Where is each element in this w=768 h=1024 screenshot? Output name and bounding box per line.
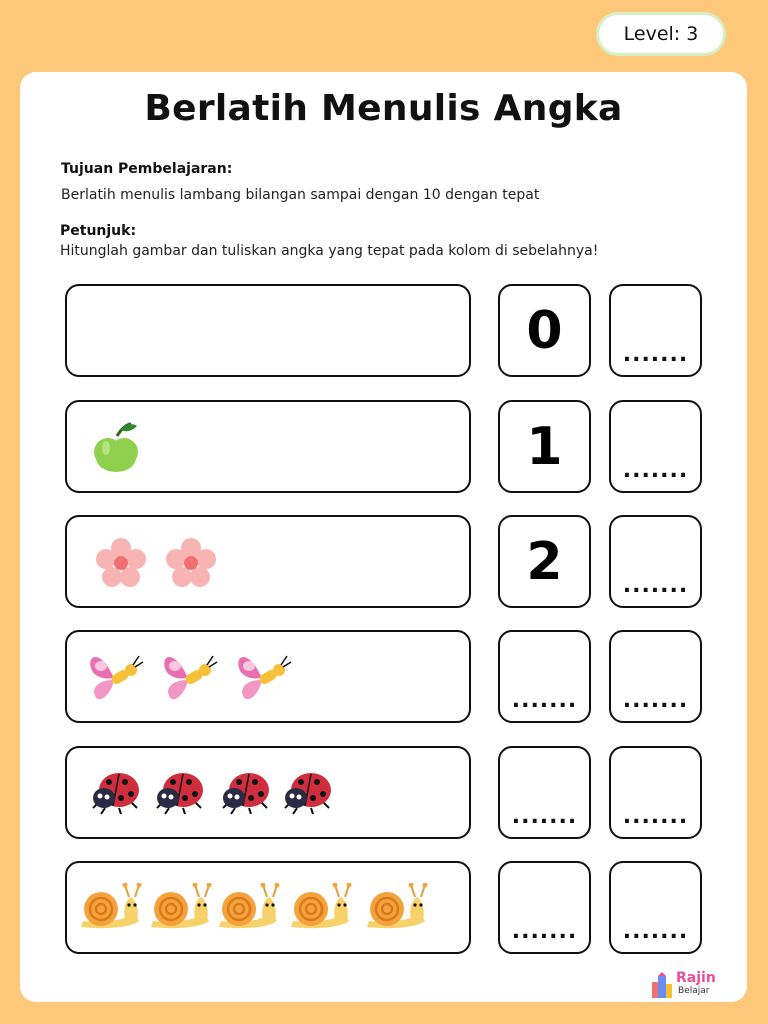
answer-blank: ....... [622,458,689,483]
flower-icon [95,537,147,589]
number-box-row-4[interactable] [498,630,591,723]
logo-subtitle: Belajar [678,986,710,996]
answer-box-row-1[interactable] [609,284,702,377]
picture-box-row-1 [65,284,471,377]
ladybug-icon [221,768,271,816]
ladybug-icon [283,768,333,816]
number-box-row-3 [498,515,591,608]
answer-box-row-2[interactable] [609,400,702,493]
butterfly-icon [235,650,293,706]
answer-box-row-5[interactable] [609,746,702,839]
picture-box-row-2 [65,400,471,493]
brand-logo [650,970,730,1000]
number-blank: ....... [511,688,578,713]
answer-blank: ....... [622,919,689,944]
answer-blank: ....... [622,342,689,367]
number-box-row-1 [498,284,591,377]
level-label: Level: 3 [623,23,699,45]
snail-icon [289,883,353,933]
butterfly-icon [161,650,219,706]
butterfly-icon [87,650,145,706]
answer-box-row-4[interactable] [609,630,702,723]
answer-blank: ....... [622,688,689,713]
flower-icon [165,537,217,589]
snail-icon [79,883,143,933]
answer-box-row-3[interactable] [609,515,702,608]
apple-icon [93,420,141,474]
number-box-row-5[interactable] [498,746,591,839]
number-blank: ....... [511,804,578,829]
number-digit: 1 [526,416,563,477]
number-digit: 0 [526,300,563,361]
objective-text: Berlatih menulis lambang bilangan sampai dengan 10 dengan tepat [61,187,540,203]
page-title: Berlatih Menulis Angka [144,88,623,129]
picture-box-row-5 [65,746,471,839]
number-box-row-6[interactable] [498,861,591,954]
instructions-text: Hitunglah gambar dan tuliskan angka yang tepat pada kolom di sebelahnya! [60,243,599,259]
objective-heading: Tujuan Pembelajaran: [61,161,233,177]
answer-blank: ....... [622,573,689,598]
level-badge [596,12,726,56]
snail-icon [365,883,429,933]
answer-blank: ....... [622,804,689,829]
picture-box-row-3 [65,515,471,608]
number-box-row-2 [498,400,591,493]
snail-icon [217,883,281,933]
logo-name: Rajin [676,970,716,986]
ladybug-icon [91,768,141,816]
worksheet-card [20,72,747,1002]
castle-icon [650,972,674,998]
instructions-heading: Petunjuk: [60,223,137,239]
picture-box-row-4 [65,630,471,723]
picture-box-row-6 [65,861,471,954]
number-blank: ....... [511,919,578,944]
answer-box-row-6[interactable] [609,861,702,954]
ladybug-icon [155,768,205,816]
number-digit: 2 [526,531,563,592]
snail-icon [149,883,213,933]
